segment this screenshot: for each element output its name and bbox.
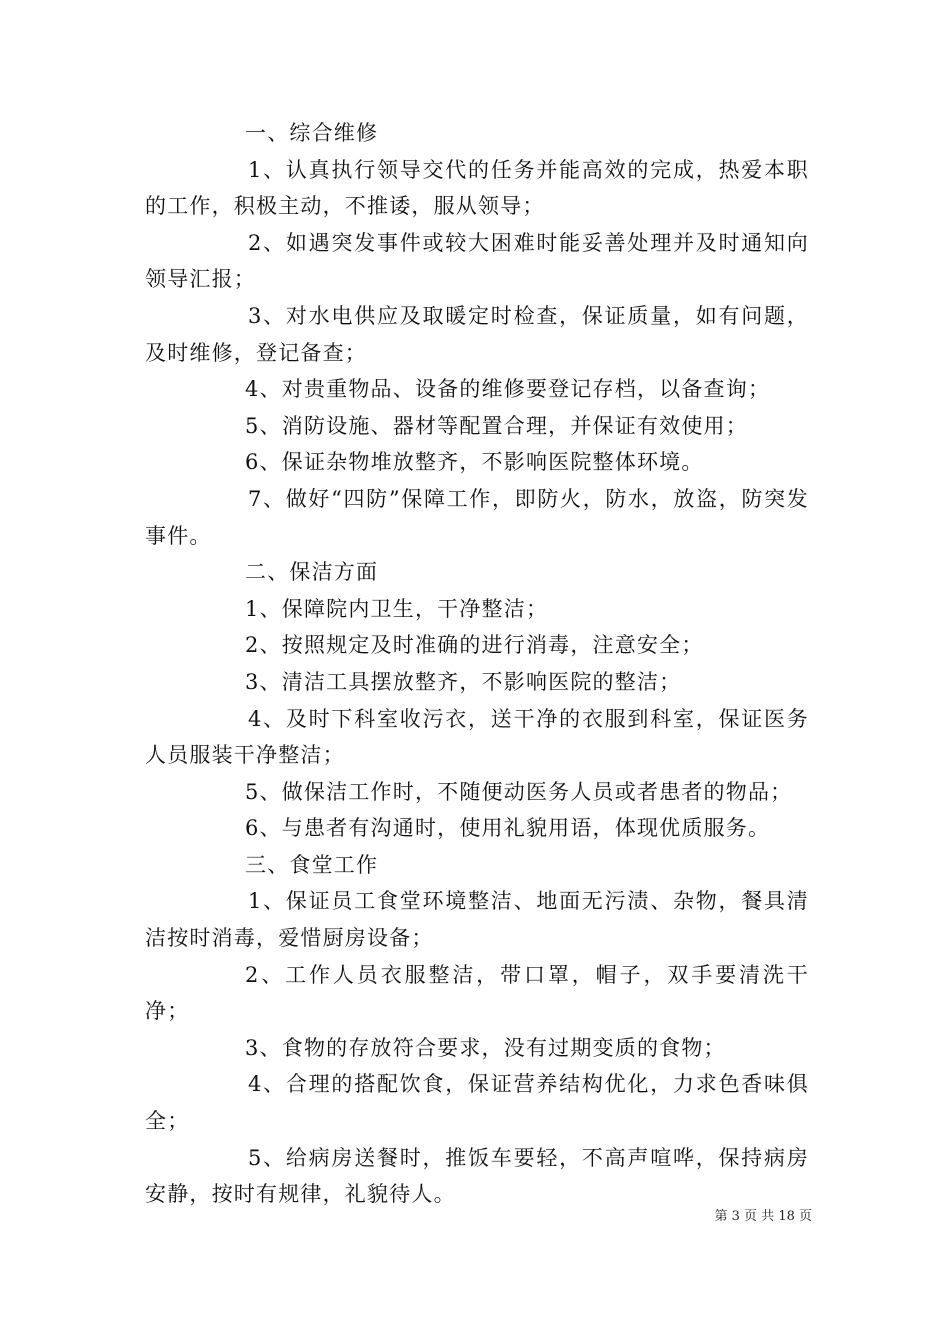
list-item: 1、保证员工食堂环境整洁、地面无污渍、杂物，餐具清洁按时消毒，爱惜厨房设备； bbox=[145, 889, 809, 951]
document-body bbox=[145, 115, 809, 1213]
list-item: 3、清洁工具摆放整齐，不影响医院的整洁； bbox=[245, 669, 682, 694]
section-heading-maintenance: 一、综合维修 bbox=[245, 121, 379, 145]
list-item: 5、给病房送餐时，推饭车要轻，不高声喧哗，保持病房安静，按时有规律，礼貌待人。 bbox=[145, 1145, 809, 1207]
list-item: 4、合理的搭配饮食，保证营养结构优化，力求色香味俱全； bbox=[145, 1072, 809, 1134]
list-item: 4、及时下科室收污衣，送干净的衣服到科室，保证医务人员服装干净整洁； bbox=[145, 706, 809, 768]
list-item: 1、认真执行领导交代的任务并能高效的完成，热爱本职的工作，积极主动，不推诿，服从领导； bbox=[145, 157, 809, 219]
list-item: 6、与患者有沟通时，使用礼貌用语，体现优质服务。 bbox=[245, 816, 771, 841]
page-number-footer: 第 3 页 共 18 页 bbox=[714, 1209, 812, 1224]
list-item: 3、食物的存放符合要求，没有过期变质的食物； bbox=[245, 1035, 726, 1060]
list-item: 2、工作人员衣服整洁，带口罩，帽子，双手要清洗干净； bbox=[145, 962, 809, 1024]
list-item: 3、对水电供应及取暖定时检查，保证质量，如有问题，及时维修，登记备查； bbox=[145, 303, 809, 365]
list-item: 4、对贵重物品、设备的维修要登记存档，以备查询； bbox=[245, 377, 771, 402]
list-item: 2、如遇突发事件或较大困难时能妥善处理并及时通知向领导汇报； bbox=[145, 230, 809, 292]
section-heading-cleaning: 二、保洁方面 bbox=[245, 560, 379, 585]
list-item: 2、按照规定及时准确的进行消毒，注意安全； bbox=[245, 633, 704, 658]
section-heading-canteen: 三、食堂工作 bbox=[245, 852, 379, 877]
list-item: 5、做保洁工作时，不随便动医务人员或者患者的物品； bbox=[245, 779, 793, 804]
list-item: 1、保障院内卫生，干净整洁； bbox=[245, 596, 549, 621]
list-item: 7、做好“四防”保障工作，即防火，防水，放盗，防突发事件。 bbox=[145, 486, 809, 548]
list-item: 6、保证杂物堆放整齐，不影响医院整体环境。 bbox=[245, 450, 704, 475]
list-item: 5、消防设施、器材等配置合理，并保证有效使用； bbox=[245, 413, 748, 438]
